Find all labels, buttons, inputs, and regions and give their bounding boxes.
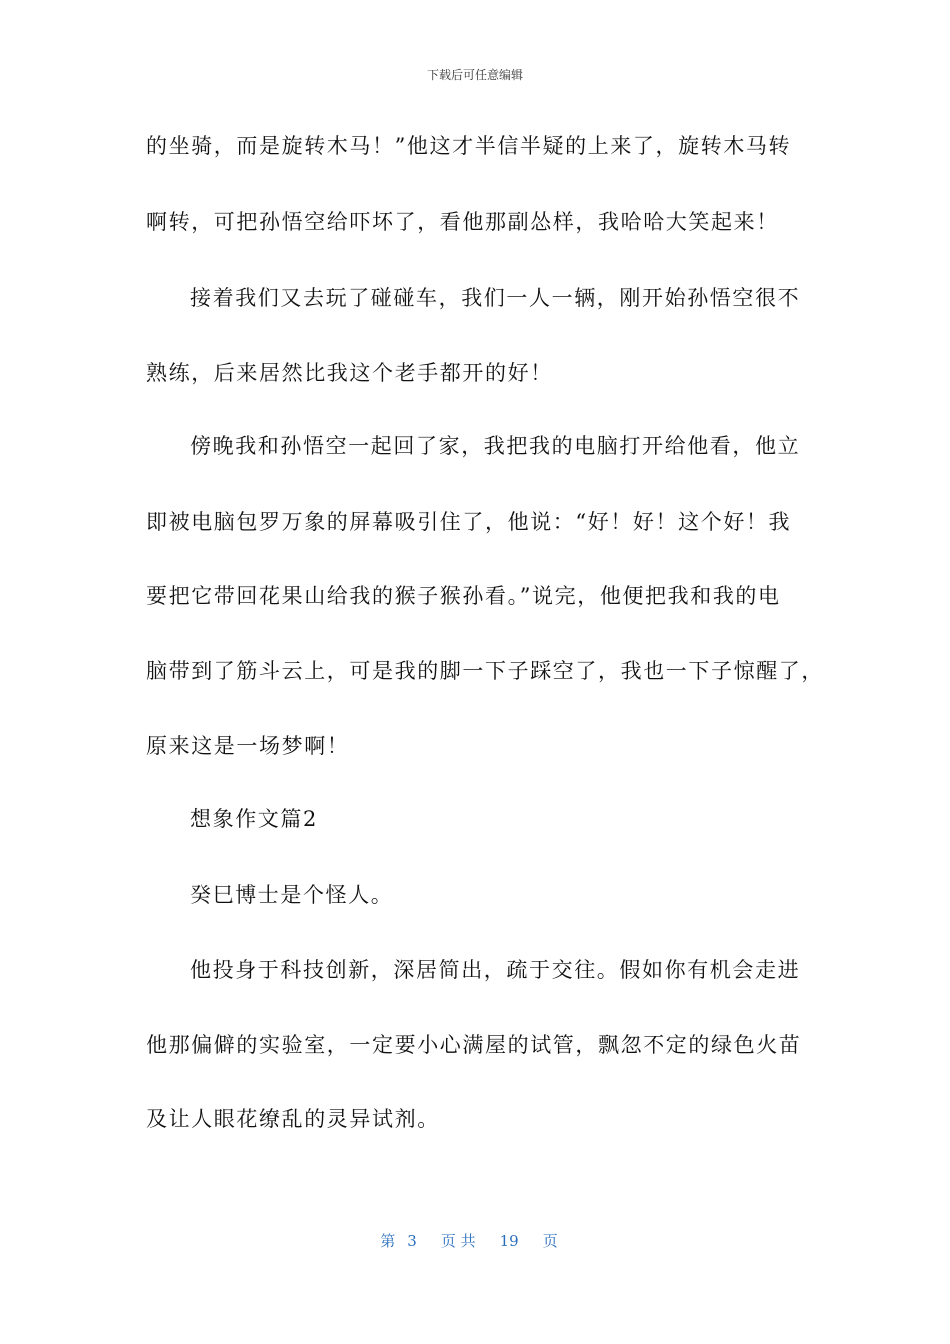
text-line: 癸巳博士是个怪人。 <box>190 883 394 907</box>
text-line: 他投身于科技创新，深居简出，疏于交往。假如你有机会走进 <box>190 958 801 982</box>
text-line: 即被电脑包罗万象的屏幕吸引住了，他说：“好！好！这个好！我 <box>146 510 792 534</box>
total-pages-number: 19 <box>499 1232 519 1250</box>
page-header: 下载后可任意编辑 <box>426 68 523 82</box>
text-line: 原来这是一场梦啊！ <box>146 734 350 758</box>
text-line: 要把它带回花果山给我的猴子猴孙看。”说完，他便把我和我的电 <box>146 584 781 608</box>
page-footer <box>0 1230 950 1251</box>
page-prefix: 第 <box>380 1232 396 1250</box>
text-line: 及让人眼花缭乱的灵异试剂。 <box>146 1107 440 1131</box>
text-line: 脑带到了筋斗云上，可是我的脚一下子踩空了，我也一下子惊醒了， <box>146 659 824 683</box>
section-heading: 想象作文篇2 <box>190 807 318 831</box>
text-line: 啊转，可把孙悟空给吓坏了，看他那副怂样，我哈哈大笑起来！ <box>146 210 779 234</box>
current-page-number: 3 <box>407 1232 417 1250</box>
text-line: 接着我们又去玩了碰碰车，我们一人一辆，刚开始孙悟空很不 <box>190 286 801 310</box>
page-suffix: 页 <box>542 1232 558 1250</box>
page-mid-label: 页 共 <box>440 1232 476 1250</box>
text-line: 傍晚我和孙悟空一起回了家，我把我的电脑打开给他看，他立 <box>190 434 801 458</box>
text-line: 他那偏僻的实验室，一定要小心满屋的试管，飘忽不定的绿色火苗 <box>146 1033 802 1057</box>
text-line: 的坐骑，而是旋转木马！”他这才半信半疑的上来了，旋转木马转 <box>146 134 792 158</box>
text-line: 熟练，后来居然比我这个老手都开的好！ <box>146 361 553 385</box>
